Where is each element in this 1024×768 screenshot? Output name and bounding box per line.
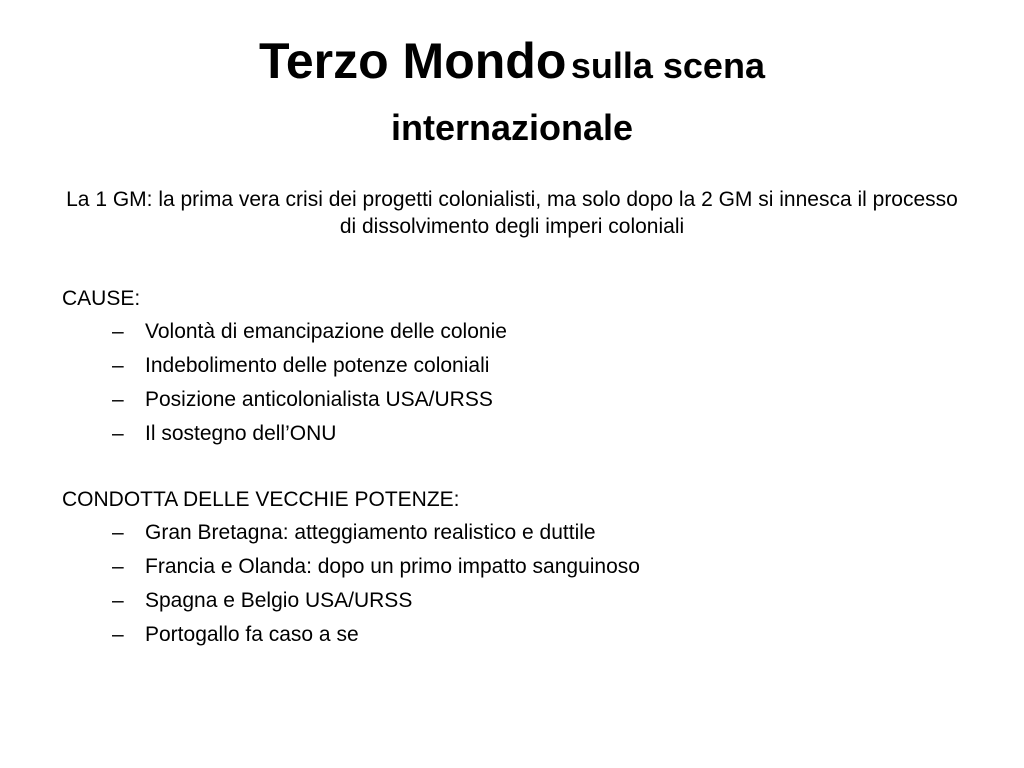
title-sub: sulla scena — [570, 45, 765, 86]
condotta-heading: CONDOTTA DELLE VECCHIE POTENZE: — [62, 488, 460, 511]
bullet-dash: – — [112, 354, 124, 377]
list-item — [62, 516, 962, 550]
bullet-dash: – — [112, 388, 124, 411]
intro-paragraph: La 1 GM: la prima vera crisi dei progetti colonialisti, ma solo dopo la 2 GM si innesca il processo di dissolvimento degli imperi coloniali — [66, 188, 958, 238]
bullet-dash: – — [112, 521, 124, 544]
bullet-dash: – — [112, 555, 124, 578]
bullet-dash: – — [112, 623, 124, 646]
list-item-text: Gran Bretagna: atteggiamento realistico e duttile — [145, 521, 596, 544]
title-line-1 — [0, 32, 1024, 103]
list-item — [62, 383, 962, 417]
bullet-dash: – — [112, 589, 124, 612]
list-item — [62, 417, 962, 451]
condotta-list — [62, 516, 962, 652]
list-item-text: Posizione anticolonialista USA/URSS — [145, 388, 493, 411]
list-item-text: Francia e Olanda: dopo un primo impatto sanguinoso — [145, 555, 640, 578]
slide-title — [0, 32, 1024, 153]
condotta-section — [62, 483, 962, 652]
title-line-2: internazionale — [390, 107, 634, 148]
list-item — [62, 315, 962, 349]
list-item — [62, 349, 962, 383]
list-item-text: Volontà di emancipazione delle colonie — [145, 320, 507, 343]
list-item-text: Indebolimento delle potenze coloniali — [145, 354, 490, 377]
list-item-text: Portogallo fa caso a se — [145, 623, 359, 646]
causes-section — [62, 282, 962, 451]
bullet-dash: – — [112, 422, 124, 445]
list-item — [62, 550, 962, 584]
bullet-dash: – — [112, 320, 124, 343]
causes-heading: CAUSE: — [62, 287, 141, 310]
list-item — [62, 618, 962, 652]
causes-list — [62, 315, 962, 451]
list-item-text: Il sostegno dell’ONU — [145, 422, 337, 445]
list-item-text: Spagna e Belgio USA/URSS — [145, 589, 413, 612]
list-item — [62, 584, 962, 618]
title-main: Terzo Mondo — [259, 33, 567, 89]
